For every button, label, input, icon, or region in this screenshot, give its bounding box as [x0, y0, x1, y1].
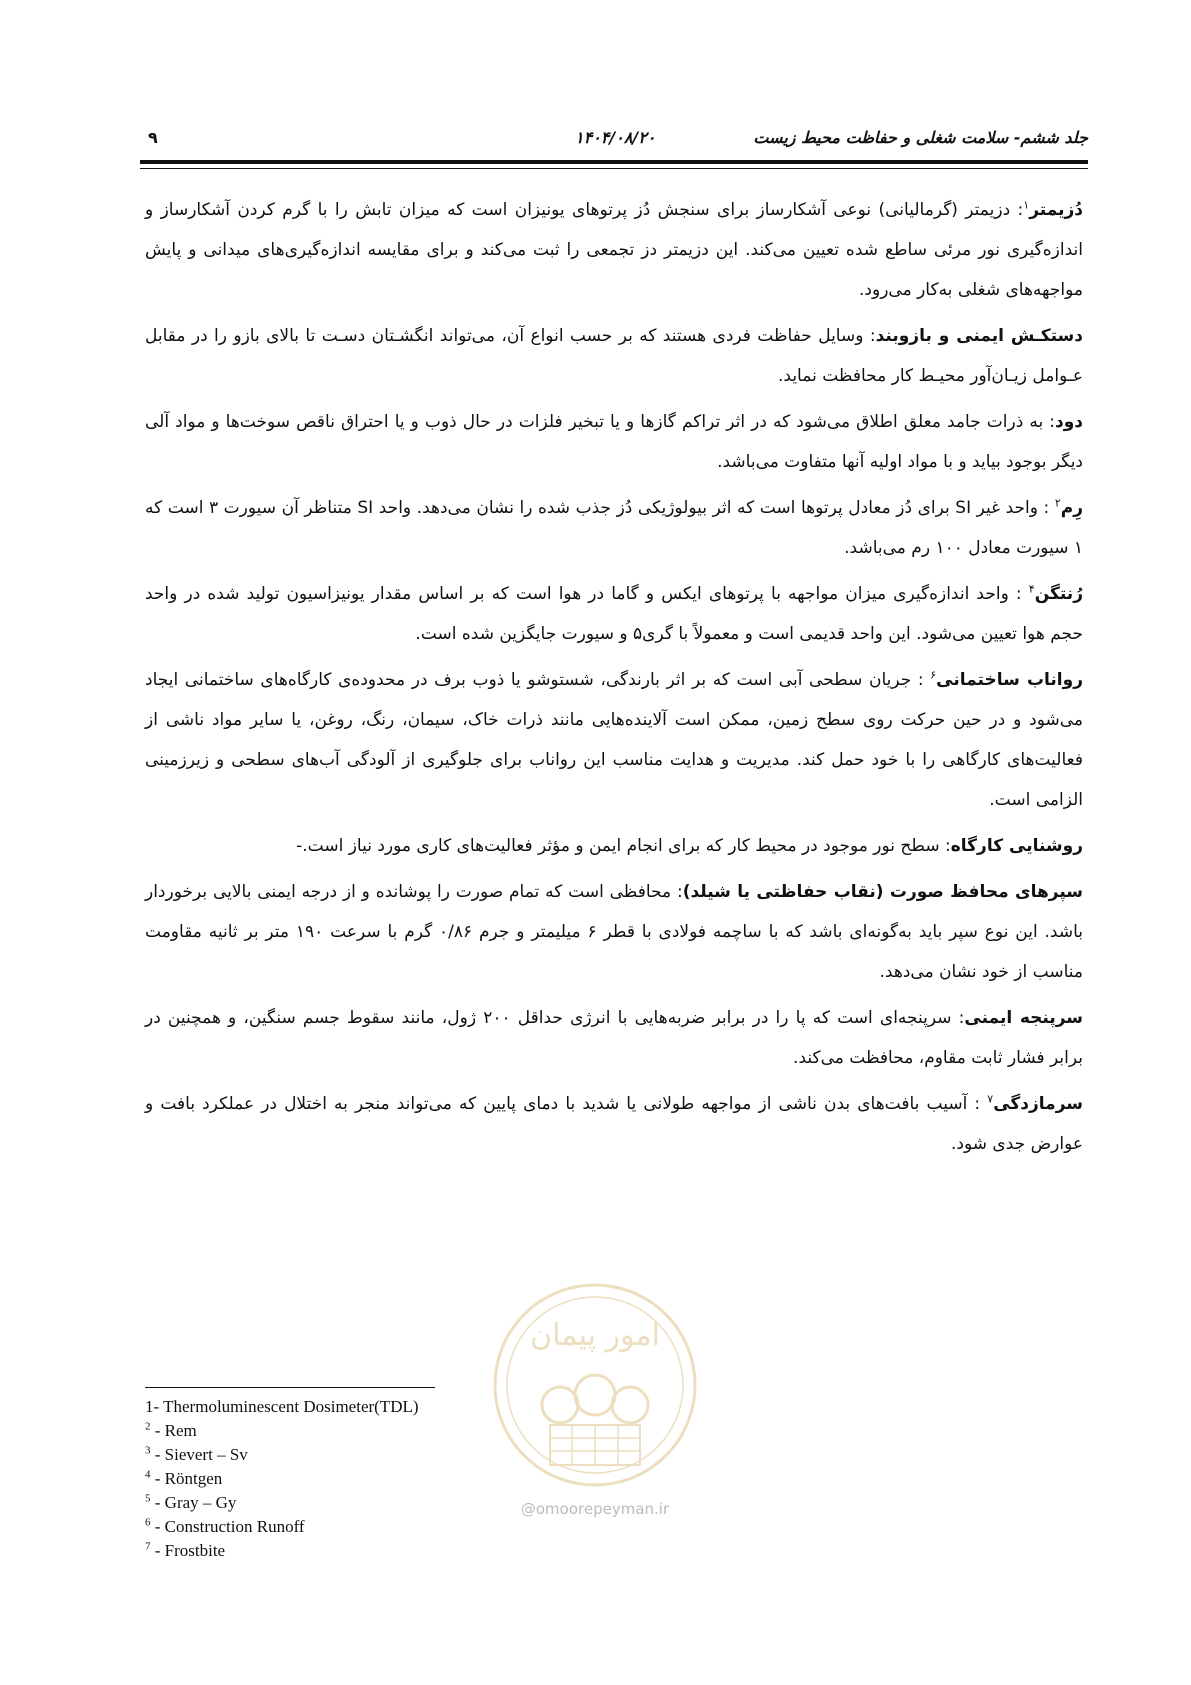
header-rule-thin	[140, 168, 1088, 169]
entry-term: سپرهای محافظ صورت (نقاب حفاظتی یا شیلد)	[682, 882, 1083, 902]
footnote-rule	[145, 1387, 435, 1388]
entry-definition: به ذرات جامد معلق اطلاق می‌شود که در اثر تراکم گازها و یا تبخیر فلزات در حال ذوب و یا احتراق ناقص سوخت‌ها و مواد آلی دیگر بوجود بیاید و با مواد اولیه آنها متفاوت می‌باشد.	[145, 412, 1083, 472]
page-number: ۹	[148, 128, 158, 147]
glossary-entry: دستکـش ایمنی و بازوبند: وسایل حفاظت فردی هستند که بر حسب انواع آن، می‌تواند انگشـتان دسـت تا بالای بازو را در مقابل عـوامل زیـان‌آور محیـط کار محافظت نماید.	[145, 326, 1083, 386]
entry-definition: محافظی است که تمام صورت را پوشانده و از درجه ایمنی بالایی برخوردار باشد. این نوع سپر باید به‌گونه‌ای باشد که با ساچمه فولادی با قطر ۶ میلیمتر و جرم ۰/۸۶ گرم با سرعت ۱۹۰ متر بر ثانیه مقاومت مناسب از خود نشان می‌دهد.	[145, 882, 1083, 982]
entry-term: سرپنجه ایمنی	[964, 1008, 1084, 1028]
footnotes	[145, 1395, 545, 1563]
footnote-item: $^6$ - Construction Runoff	[145, 1516, 305, 1536]
entry-term: رواناب ساختمانی	[936, 670, 1083, 690]
entry-term: سرمازدگی	[993, 1094, 1083, 1114]
entry-definition: دزیمتر (گرمالیانی) نوعی آشکارساز برای سنجش دُز پرتوهای یونیزان است که میزان تابش را با گرم کردن آشکارساز و اندازه‌گیری نور مرئی ساطع شده تعیین می‌کند. این دزیمتر دز تجمعی را ثبت می‌کند و برای مقایسه اندازه‌گیری‌های میدانی و پایش مواجهه‌های شغلی به‌کار می‌رود.	[145, 200, 1083, 300]
entry-definition: سرپنجه‌ای است که پا را در برابر ضربه‌هایی با انرژی حداقل ۲۰۰ ژول، مانند سقوط جسم سنگین، و همچنین در برابر فشار ثابت مقاوم، محافظت می‌کند.	[145, 1008, 1083, 1068]
entry-term: رُنتگن	[1034, 584, 1083, 604]
book-title: جلد ششم- سلامت شغلی و حفاظت محیط زیست	[753, 128, 1088, 147]
watermark-url: @omoorepeyman.ir	[520, 1500, 670, 1518]
entry-term: دستکـش ایمنی و بازوبند	[875, 326, 1083, 346]
entry-definition: واحد غیر SI برای دُز معادل پرتوها است که اثر بیولوژیکی دُز جذب شده را نشان می‌دهد. واحد SI متناظر آن سیورت ۳ است که ۱ سیورت معادل ۱۰۰ رم می‌باشد.	[145, 498, 1083, 558]
entry-definition: سطح نور موجود در محیط کار که برای انجام ایمن و مؤثر فعالیت‌های کاری مورد نیاز است.-	[296, 836, 940, 856]
footnote-ref[interactable]: ۴	[1028, 582, 1035, 596]
glossary-entry: دُزیمتر$^۱$: دزیمتر (گرمالیانی) نوعی آشکارساز برای سنجش دُز پرتوهای یونیزان است که میزان تابش را با گرم کردن آشکارساز و اندازه‌گیری نور مرئی ساطع شده تعیین می‌کند. این دزیمتر دز تجمعی را ثبت می‌کند و برای مقایسه اندازه‌گیری‌های میدانی و پایش مواجهه‌های شغلی به‌کار می‌رود.	[145, 198, 1083, 300]
entry-definition: وسایل حفاظت فردی هستند که بر حسب انواع آن، می‌تواند انگشـتان دسـت تا بالای بازو را در مقابل عـوامل زیـان‌آور محیـط کار محافظت نماید.	[145, 326, 1083, 386]
glossary-entry: دود: به ذرات جامد معلق اطلاق می‌شود که در اثر تراکم گازها و یا تبخیر فلزات در حال ذوب و یا احتراق ناقص سوخت‌ها و مواد آلی دیگر بوجود بیاید و با مواد اولیه آنها متفاوت می‌باشد.	[145, 412, 1083, 472]
footnote-item: 1- Thermoluminescent Dosimeter(TDL)	[145, 1397, 419, 1416]
footnote-item: $^4$ - Röntgen	[145, 1468, 223, 1488]
glossary-entry: سپرهای محافظ صورت (نقاب حفاظتی یا شیلد): محافظی است که تمام صورت را پوشانده و از درجه ایمنی بالایی برخوردار باشد. این نوع سپر باید به‌گونه‌ای باشد که با ساچمه فولادی با قطر ۶ میلیمتر و جرم ۰/۸۶ گرم با سرعت ۱۹۰ متر بر ثانیه مقاومت مناسب از خود نشان می‌دهد.	[145, 882, 1083, 982]
entry-term: دود	[1054, 412, 1083, 432]
header-rule-thick	[140, 160, 1088, 164]
glossary-entry: رُنتگن$^۴$ : واحد اندازه‌گیری میزان مواجهه با پرتوهای ایکس و گاما در هوا است که بر اساس مقدار یونیزاسیون تولید شده در واحد حجم هوا تعیین می‌شود. این واحد قدیمی است و معمولاً با گری۵ و سیورت جایگزین شده است.	[145, 582, 1083, 644]
entry-definition: جریان سطحی آبی است که بر اثر بارندگی، شستوشو یا ذوب برف در محدوده‌ی کارگاه‌های ساختمانی ایجاد می‌شود و در حین حرکت روی سطح زمین، ممکن است آلاینده‌هایی مانند ذرات خاک، سیمان، رنگ، روغن، یا سایر مواد ناشی از فعالیت‌های کارگاهی را با خود حمل کند. مدیریت و هدایت مناسب این رواناب برای جلوگیری از آلودگی آب‌های سطحی و زیرزمینی الزامی است.	[145, 670, 1083, 810]
glossary-entry: روشنایی کارگاه: سطح نور موجود در محیط کار که برای انجام ایمن و مؤثر فعالیت‌های کاری مورد نیاز است.-	[296, 836, 1083, 856]
glossary-entry: سرمازدگی$^۷$ : آسیب بافت‌های بدن ناشی از مواجهه طولانی یا شدید با دمای پایین که می‌تواند منجر به اختلال در عملکرد بافت و عوارض جدی شود.	[145, 1092, 1083, 1154]
glossary-entry: رِم$^۲$ : واحد غیر SI برای دُز معادل پرتوها است که اثر بیولوژیکی دُز جذب شده را نشان می‌دهد. واحد SI متناظر آن سیورت ۳ است که ۱ سیورت معادل ۱۰۰ رم می‌باشد.	[145, 496, 1083, 558]
footnote-ref[interactable]: ۷	[987, 1092, 994, 1106]
watermark-text: امور پیمان	[530, 1318, 660, 1353]
entry-term: روشنایی کارگاه	[950, 836, 1083, 856]
entry-definition: واحد اندازه‌گیری میزان مواجهه با پرتوهای ایکس و گاما در هوا است که بر اساس مقدار یونیزاسیون تولید شده در واحد حجم هوا تعیین می‌شود. این واحد قدیمی است و معمولاً با گری۵ و سیورت جایگزین شده است.	[145, 584, 1083, 644]
footnote-ref[interactable]: ۱	[1023, 198, 1030, 212]
footnote-item: $^5$ - Gray – Gy	[145, 1492, 237, 1512]
footnote-item: $^2$ - Rem	[145, 1420, 197, 1440]
page-header	[140, 128, 1088, 158]
glossary-entry: رواناب ساختمانی$^۶$ : جریان سطحی آبی است که بر اثر بارندگی، شستوشو یا ذوب برف در محدوده‌ی کارگاه‌های ساختمانی ایجاد می‌شود و در حین حرکت روی سطح زمین، ممکن است آلاینده‌هایی مانند ذرات خاک، سیمان، رنگ، روغن، یا سایر مواد ناشی از فعالیت‌های کارگاهی را با خود حمل کند. مدیریت و هدایت مناسب این رواناب برای جلوگیری از آلودگی آب‌های سطحی و زیرزمینی الزامی است.	[145, 668, 1083, 810]
entry-definition: آسیب بافت‌های بدن ناشی از مواجهه طولانی یا شدید با دمای پایین که می‌تواند منجر به اختلال در عملکرد بافت و عوارض جدی شود.	[145, 1094, 1083, 1154]
glossary-content	[145, 190, 1083, 1170]
footnote-item: $^7$ - Frostbite	[145, 1540, 226, 1560]
header-date: ۱۴۰۴/۰۸/۲۰	[575, 128, 656, 147]
entry-term: دُزیمتر	[1029, 200, 1083, 220]
entry-term: رِم	[1060, 498, 1083, 518]
footnote-item: $^3$ - Sievert – Sv	[145, 1444, 248, 1464]
glossary-entry: سرپنجه ایمنی: سرپنجه‌ای است که پا را در برابر ضربه‌هایی با انرژی حداقل ۲۰۰ ژول، مانند سقوط جسم سنگین، و همچنین در برابر فشار ثابت مقاوم، محافظت می‌کند.	[145, 1008, 1084, 1068]
footnote-ref[interactable]: ۲	[1054, 496, 1061, 510]
footnote-ref[interactable]: ۶	[930, 668, 937, 682]
